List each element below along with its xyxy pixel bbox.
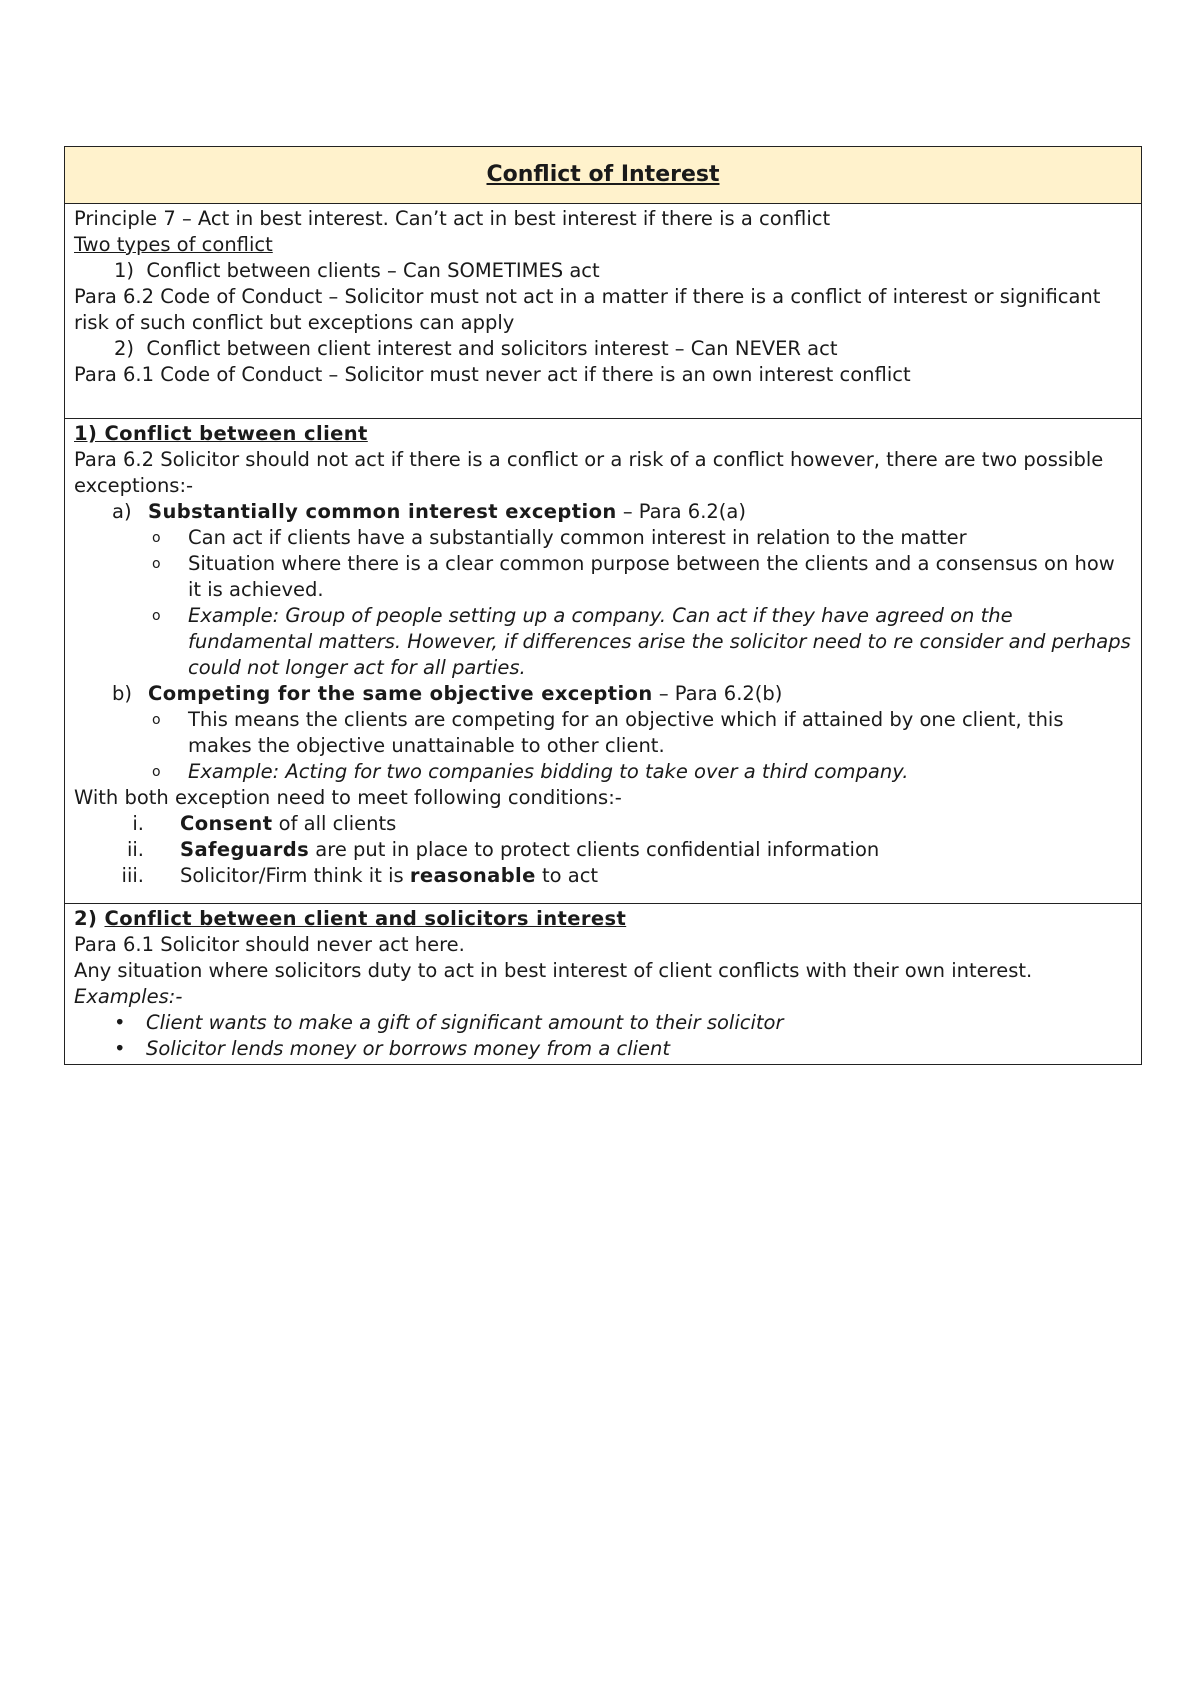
list-item: • Solicitor lends money or borrows money from a client xyxy=(74,1036,1132,1062)
condition-item: i. Consent of all clients xyxy=(132,812,397,835)
bullet-marker: • xyxy=(114,1011,126,1034)
list-marker: b) xyxy=(112,682,132,705)
list-marker: a) xyxy=(112,500,132,523)
section1-heading: 1) Conflict between client xyxy=(74,422,368,445)
exception-a-title: Substantially common interest exception xyxy=(148,500,617,523)
section1-para: Para 6.2 Solicitor should not act if there is a conflict or a risk of a conflict however, there are two possible exceptions:- xyxy=(74,448,1104,497)
two-types-heading: Two types of conflict xyxy=(74,233,273,256)
list-item: o Example: Group of people setting up a company. Can act if they have agreed on the fundamental matters. However, if differences arise the solicitor need to re consider and perhaps could not longer act for all parties. xyxy=(152,604,1131,679)
section2-para2: Any situation where solicitors duty to act in best interest of client conflicts with their own interest. xyxy=(74,959,1033,982)
examples-label: Examples:- xyxy=(74,985,183,1008)
condition-item: iii. Solicitor/Firm think it is reasonable to act xyxy=(121,864,599,887)
intro-cell xyxy=(65,204,1142,419)
list-item: o Can act if clients have a substantially common interest in relation to the matter xyxy=(152,526,967,549)
section1-cell xyxy=(65,419,1142,904)
bullet-marker: o xyxy=(152,764,161,780)
type1-line: 1) Conflict between clients – Can SOMETIMES act xyxy=(114,259,600,282)
condition-item: ii. Safeguards are put in place to protect clients confidential information xyxy=(126,838,880,861)
bullet-marker: o xyxy=(152,530,161,546)
exception-b-title: Competing for the same objective exception xyxy=(148,682,653,705)
principle-text: Principle 7 – Act in best interest. Can’t act in best interest if there is a conflict xyxy=(74,207,831,230)
para62-text: Para 6.2 Code of Conduct – Solicitor must not act in a matter if there is a conflict of interest or significant risk of such conflict but exceptions can apply xyxy=(74,285,1101,334)
page-title: Conflict of Interest xyxy=(486,162,720,187)
list-item: o Situation where there is a clear common purpose between the clients and a consensus on how it is achieved. xyxy=(152,552,1115,601)
bullet-marker: o xyxy=(152,608,161,624)
bullet-marker: o xyxy=(152,556,161,572)
exception-b-ref: – Para 6.2(b) xyxy=(652,682,783,705)
title-cell xyxy=(65,147,1142,204)
exception-b xyxy=(74,681,1132,707)
exception-a xyxy=(74,499,1132,525)
list-item: • Client wants to make a gift of significant amount to their solicitor xyxy=(74,1010,1132,1036)
exception-a-ref: – Para 6.2(a) xyxy=(616,500,746,523)
section2-cell xyxy=(65,904,1142,1065)
list-item: o This means the clients are competing for an objective which if attained by one client, this makes the objective unattainable to other client. xyxy=(152,708,1064,757)
list-item: o Example: Acting for two companies bidding to take over a third company. xyxy=(152,760,909,783)
notes-table xyxy=(64,146,1142,1065)
bullet-marker: o xyxy=(152,712,161,728)
bullet-marker: • xyxy=(114,1037,126,1060)
section2-para1: Para 6.1 Solicitor should never act here. xyxy=(74,933,465,956)
para61-text: Para 6.1 Code of Conduct – Solicitor must never act if there is an own interest conflict xyxy=(74,363,911,386)
section2-heading: 2) Conflict between client and solicitors interest xyxy=(74,907,627,930)
conditions-intro: With both exception need to meet following conditions:- xyxy=(74,786,622,809)
type2-line: 2) Conflict between client interest and solicitors interest – Can NEVER act xyxy=(114,337,838,360)
